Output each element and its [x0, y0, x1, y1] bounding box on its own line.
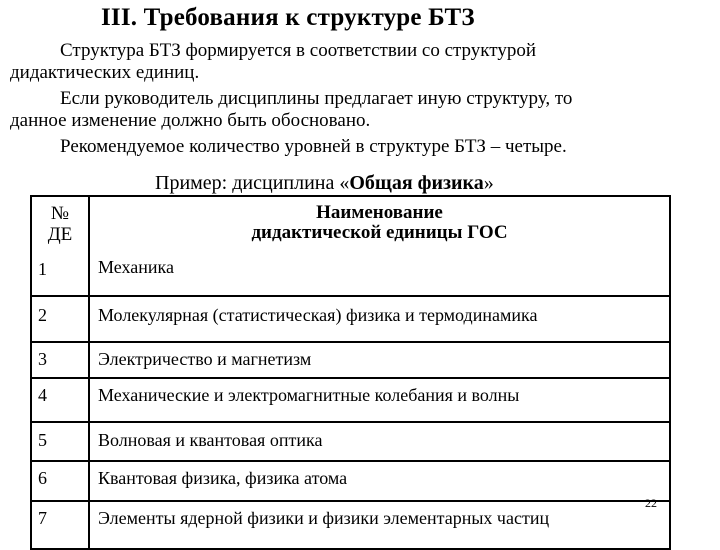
paragraph-levels: [10, 136, 710, 158]
paragraph-line: дидактических единиц.: [10, 62, 200, 83]
table-row: [31, 378, 670, 422]
header-name-cell: [89, 196, 670, 251]
row-number: 1: [31, 251, 89, 296]
table-row: [31, 296, 670, 342]
header-number-line1: №: [50, 203, 70, 224]
row-name: Волновая и квантовая оптика: [89, 422, 670, 461]
table-row: [31, 501, 670, 549]
row-number: 7: [31, 501, 89, 549]
table-header-row: [31, 196, 670, 251]
row-name: Механические и электромагнитные колебания и волны: [89, 378, 670, 422]
row-name: Молекулярная (статистическая) физика и термодинамика: [89, 296, 670, 342]
paragraph-line: Рекомендуемое количество уровней в структуре БТЗ – четыре.: [60, 136, 567, 157]
row-name: Элементы ядерной физики и физики элементарных частиц: [89, 501, 670, 549]
paragraph-justification: [10, 88, 710, 132]
paragraph-line: Если руководитель дисциплины предлагает иную структуру, то: [60, 88, 573, 109]
header-number-cell: [31, 196, 89, 251]
paragraph-line: Структура БТЗ формируется в соответствии со структурой: [60, 40, 536, 61]
paragraph-line: данное изменение должно быть обосновано.: [10, 110, 371, 131]
row-name: Механика: [89, 251, 670, 296]
example-suffix: »: [483, 172, 494, 194]
row-number: 6: [31, 461, 89, 501]
page-number: 22: [645, 496, 657, 510]
row-number: 5: [31, 422, 89, 461]
header-number-line2: ДЕ: [47, 224, 73, 245]
row-number: 3: [31, 342, 89, 378]
example-prefix: Пример: дисциплина «: [155, 172, 350, 194]
row-number: 4: [31, 378, 89, 422]
table-row: [31, 461, 670, 501]
table-row: [31, 342, 670, 378]
row-number: 2: [31, 296, 89, 342]
row-name: Квантовая физика, физика атома: [89, 461, 670, 501]
row-name: Электричество и магнетизм: [89, 342, 670, 378]
table-row: [31, 422, 670, 461]
header-name-line2: дидактической единицы ГОС: [251, 222, 508, 243]
didactic-units-table: [30, 195, 671, 550]
example-caption: [155, 172, 494, 195]
header-name-line1: Наименование: [316, 202, 443, 223]
example-discipline: Общая физика: [349, 172, 484, 194]
page-title: III. Требования к структуре БТЗ: [101, 4, 475, 31]
table-row: [31, 251, 670, 296]
paragraph-structure: [10, 40, 710, 84]
